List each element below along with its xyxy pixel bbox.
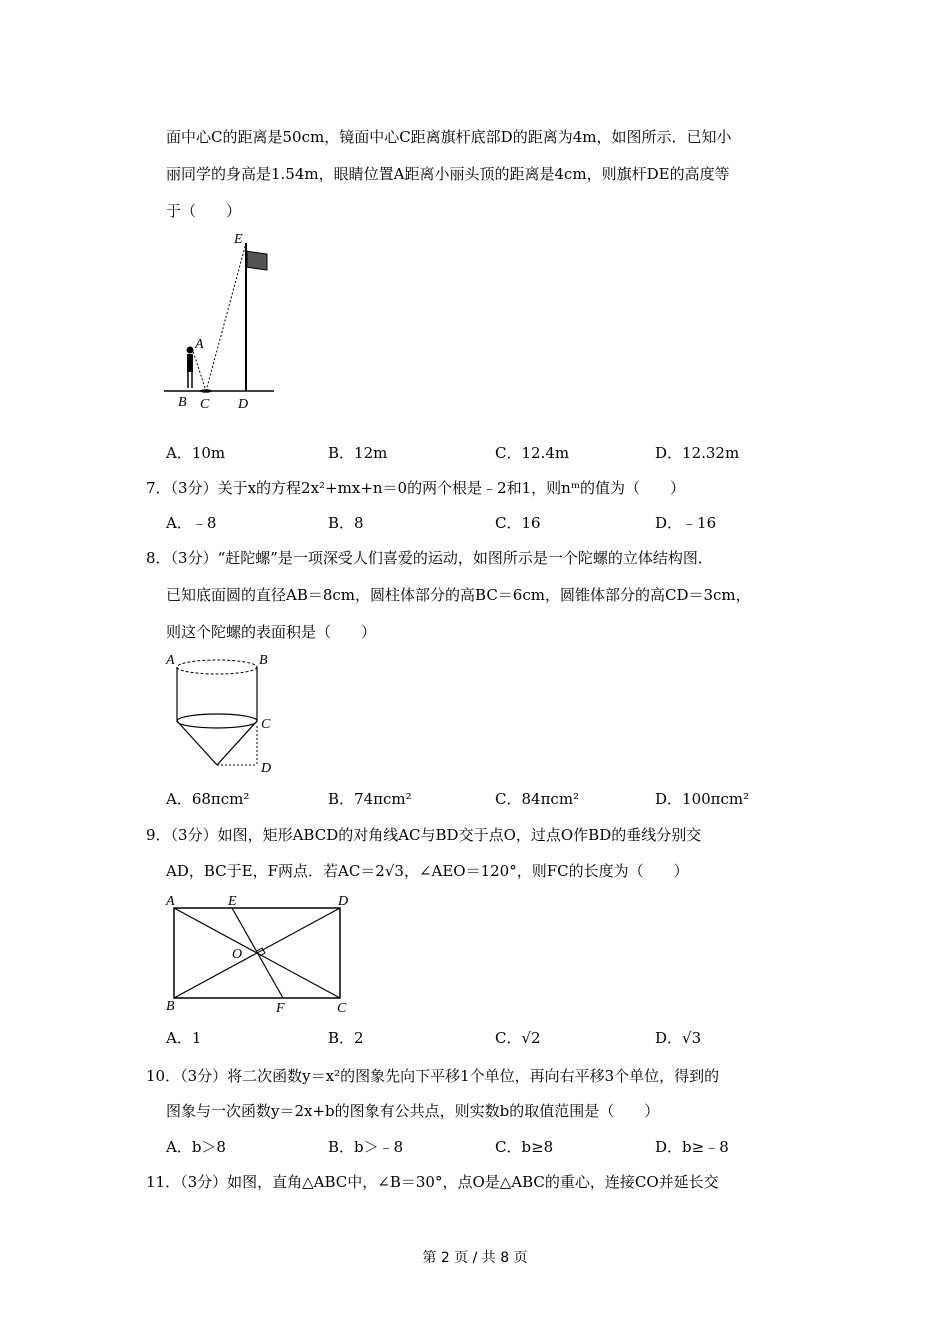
flag: [247, 251, 267, 270]
q6-option-a: A．10m: [166, 444, 226, 462]
q9-rectangle-figure: [160, 888, 360, 1018]
q8-line3: 则这个陀螺的表面积是（ ）: [166, 623, 377, 641]
label-b: B: [166, 999, 175, 1014]
q6-option-b: B．12m: [328, 444, 388, 462]
q8-line2: 已知底面圆的直径AB＝8cm，圆柱体部分的高BC＝6cm，圆锥体部分的高CD＝3cm，: [166, 586, 751, 604]
label-b: B: [259, 653, 268, 668]
q10-option-b: B．b＞﹣8: [328, 1138, 404, 1156]
q8-line1: 8．（3分）“赶陀螺”是一项深受人们喜爱的运动，如图所示是一个陀螺的立体结构图．: [146, 549, 713, 567]
q10-option-d: D．b≥﹣8: [655, 1138, 729, 1156]
q6-line3: 于（ ）: [166, 202, 242, 220]
label-f: F: [276, 1001, 285, 1016]
page-footer: 第 2 页 / 共 8 页: [422, 1250, 528, 1266]
sight-line-ac: [192, 348, 206, 391]
q8-option-c: C．84πcm²: [495, 790, 580, 808]
label-a: A: [166, 894, 175, 909]
q6-flagpole-figure: [160, 228, 280, 413]
label-e: E: [228, 894, 237, 909]
label-o: O: [232, 947, 243, 962]
q6-option-d: D．12.32m: [655, 444, 740, 462]
q8-top-figure: [160, 648, 285, 778]
q7-option-a: A．﹣8: [166, 514, 217, 532]
q9-option-a: A．1: [166, 1029, 202, 1047]
q8-option-a: A．68πcm²: [166, 790, 250, 808]
q7-option-b: B．8: [328, 514, 364, 532]
q6-option-c: C．12.4m: [495, 444, 570, 462]
label-b: B: [178, 395, 187, 410]
q7-option-d: D．﹣16: [655, 514, 717, 532]
q6-line2: 丽同学的身高是1.54m，眼睛位置A距离小丽头顶的距离是4cm，则旗杆DE的高度等: [166, 165, 730, 183]
q11-line1: 11．（3分）如图，直角△ABC中，∠B＝30°，点O是△ABC的重心，连接CO并延长交: [146, 1173, 719, 1191]
label-e: E: [234, 232, 243, 247]
q9-line2: AD，BC于E，F两点．若AC＝2√3，∠AEO＝120°，则FC的长度为（ ）: [166, 862, 689, 880]
label-a: A: [166, 653, 175, 668]
q7-option-c: C．16: [495, 514, 541, 532]
label-d: D: [261, 761, 272, 776]
q9-line1: 9．（3分）如图，矩形ABCD的对角线AC与BD交于点O，过点O作BD的垂线分别交: [146, 826, 702, 844]
girl-figure: [187, 347, 194, 389]
top-circle: [177, 660, 257, 674]
q10-option-a: A．b＞8: [166, 1138, 226, 1156]
q10-line2: 图象与一次函数y＝2x+b的图象有公共点，则实数b的取值范围是（ ）: [166, 1102, 660, 1120]
label-d: D: [338, 894, 349, 909]
q6-line1: 面中心C的距离是50cm，镜面中心C距离旗杆底部D的距离为4m，如图所示．已知小: [166, 128, 732, 146]
q8-option-b: B．74πcm²: [328, 790, 412, 808]
q10-line1: 10．（3分）将二次函数y＝x²的图象先向下平移1个单位，再向右平移3个单位，得到的: [146, 1067, 720, 1085]
label-d: D: [238, 397, 249, 412]
q9-option-b: B．2: [328, 1029, 364, 1047]
label-a: A: [195, 337, 204, 352]
sight-line-ce: [206, 243, 246, 391]
label-c: C: [261, 717, 271, 732]
label-c: C: [337, 1001, 347, 1016]
q9-option-d: D．√3: [655, 1029, 702, 1047]
bottom-circle: [177, 714, 257, 728]
label-c: C: [200, 397, 210, 412]
q10-option-c: C．b≥8: [495, 1138, 554, 1156]
q7-text: 7．（3分）关于x的方程2x²+mx+n＝0的两个根是﹣2和1，则nᵐ的值为（ ）: [146, 479, 686, 497]
q8-option-d: D．100πcm²: [655, 790, 750, 808]
mirror: [200, 389, 212, 393]
q9-option-c: C．√2: [495, 1029, 541, 1047]
